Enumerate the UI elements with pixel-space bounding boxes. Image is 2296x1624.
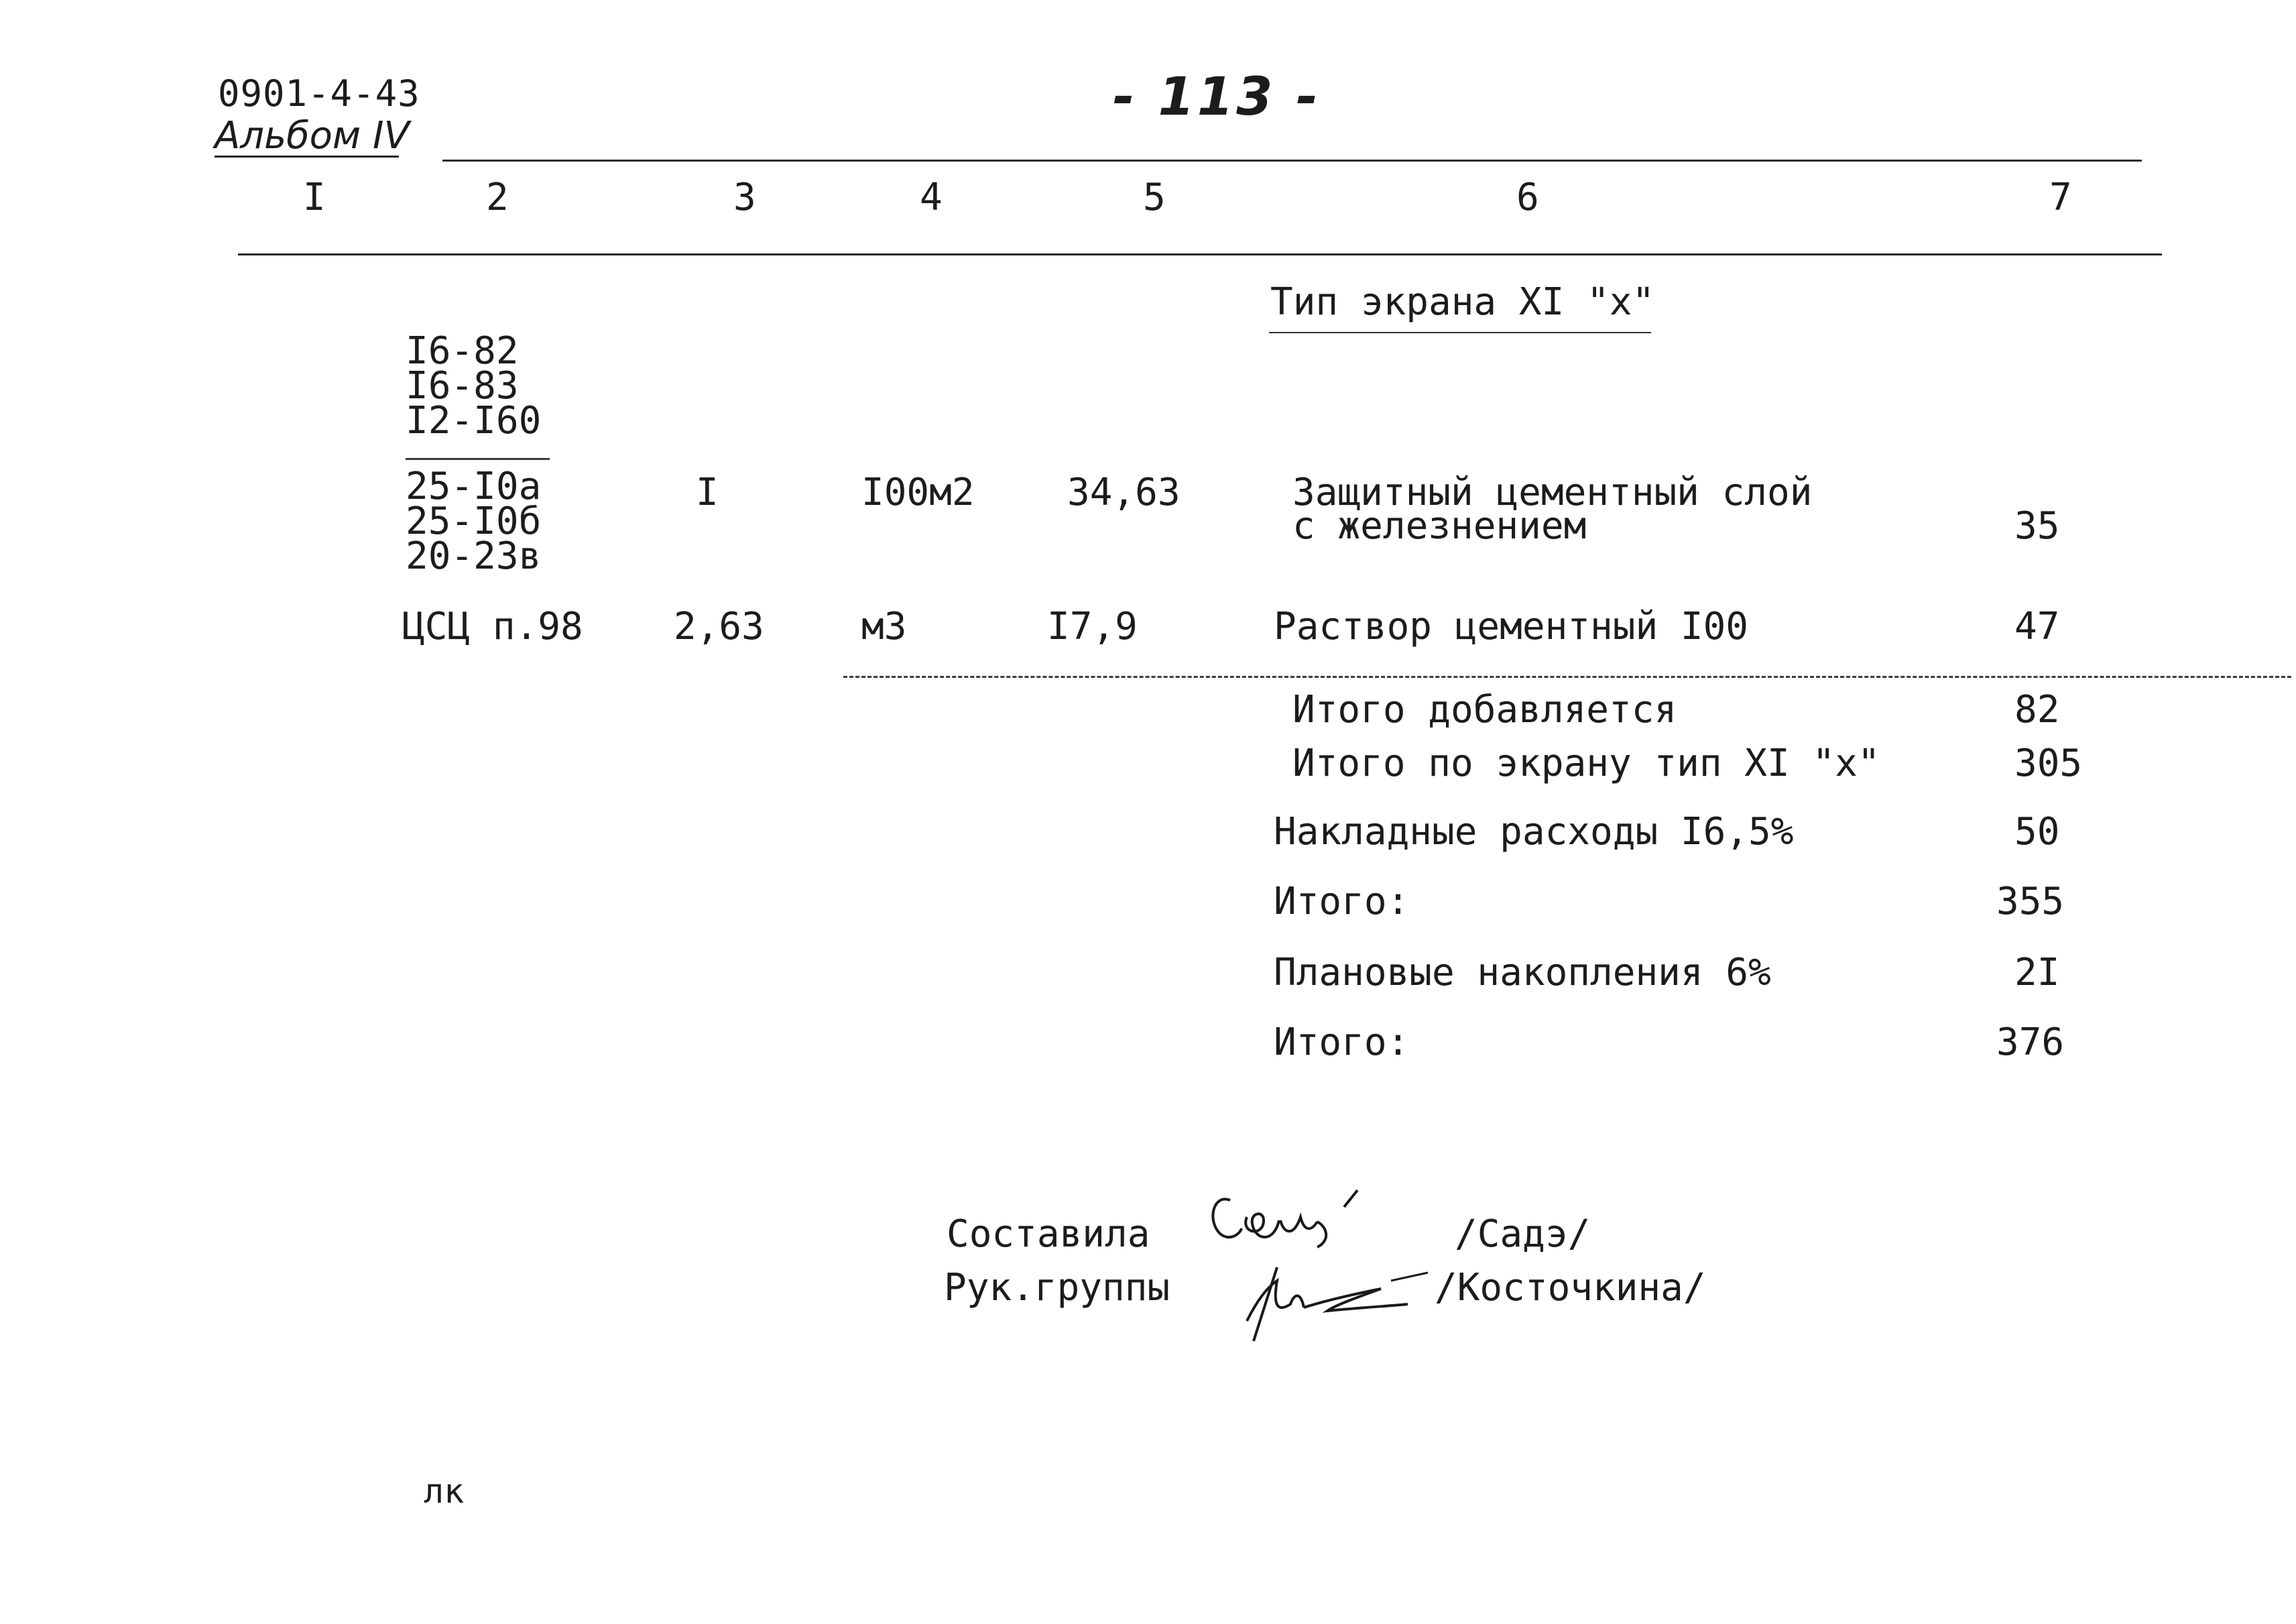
- compiled-by-signature: [1200, 1180, 1368, 1261]
- reference-code: I2-I60: [406, 399, 542, 443]
- summary-value: 2I: [2014, 951, 2060, 994]
- reference-code: I6-83: [406, 364, 519, 408]
- summary-label: Плановые накопления 6%: [1274, 951, 1771, 994]
- column-number-5: 5: [1143, 176, 1166, 219]
- document-code: 0901-4-43: [218, 72, 420, 115]
- row-price: 34,63: [1067, 471, 1181, 514]
- summary-value: 305: [2014, 742, 2083, 785]
- column-number-6: 6: [1516, 176, 1539, 219]
- summary-label: Итого добавляется: [1292, 688, 1677, 732]
- row-unit: м3: [861, 605, 907, 648]
- column-number-4: 4: [920, 176, 943, 219]
- summary-value: 355: [1996, 880, 2065, 923]
- row-code: 20-23в: [406, 534, 542, 578]
- column-number-2: 2: [486, 176, 509, 219]
- reference-code: I6-82: [406, 329, 519, 373]
- summary-value: 376: [1996, 1021, 2065, 1064]
- summary-label: Итого по экрану тип XI "x": [1292, 742, 1880, 785]
- group-head-label: Рук.группы: [944, 1266, 1170, 1310]
- column-number-3: 3: [733, 176, 756, 219]
- totals-rule: [843, 676, 2291, 678]
- row-code: 25-I0б: [406, 500, 542, 543]
- row-total: 35: [2014, 504, 2060, 548]
- group-head-signature: [1227, 1254, 1441, 1348]
- summary-value: 82: [2014, 688, 2060, 732]
- section-title-underline: [1269, 332, 1651, 333]
- summary-value: 50: [2014, 810, 2060, 854]
- reference-codes: [406, 329, 542, 443]
- row-name-line2: с железнением: [1292, 504, 1587, 548]
- row-codes: [406, 465, 542, 578]
- summary-label: Итого:: [1274, 880, 1410, 923]
- row-code: ЦСЦ п.98: [402, 605, 583, 648]
- column-number-1: I: [303, 176, 326, 219]
- group-head-name: /Косточкина/: [1435, 1266, 1706, 1310]
- footer-mark: лк: [424, 1472, 465, 1511]
- row-price: I7,9: [1047, 605, 1138, 648]
- row-total: 47: [2014, 605, 2060, 648]
- album-label: Альбом IV: [215, 114, 410, 158]
- row-unit: I00м2: [861, 471, 975, 514]
- compiled-by-label: Составила: [947, 1212, 1150, 1256]
- row-name-line1: Защитный цементный слой: [1292, 471, 1813, 514]
- row-qty: 2,63: [674, 605, 764, 648]
- row-qty: I: [696, 471, 719, 514]
- summary-label: Итого:: [1274, 1021, 1410, 1064]
- row-name: Раствор цементный I00: [1274, 605, 1749, 648]
- codes-divider: [406, 458, 550, 460]
- summary-label: Накладные расходы I6,5%: [1274, 810, 1794, 854]
- top-rule: [442, 160, 2142, 162]
- column-number-7: 7: [2049, 176, 2072, 219]
- page-number: - 113 -: [1113, 67, 1321, 127]
- compiled-by-name: /Садэ/: [1455, 1212, 1591, 1256]
- section-title: Тип экрана XI "x": [1270, 280, 1655, 324]
- row-code: 25-I0a: [406, 465, 542, 508]
- column-header-rule: [238, 253, 2162, 255]
- album-underline: [215, 156, 399, 158]
